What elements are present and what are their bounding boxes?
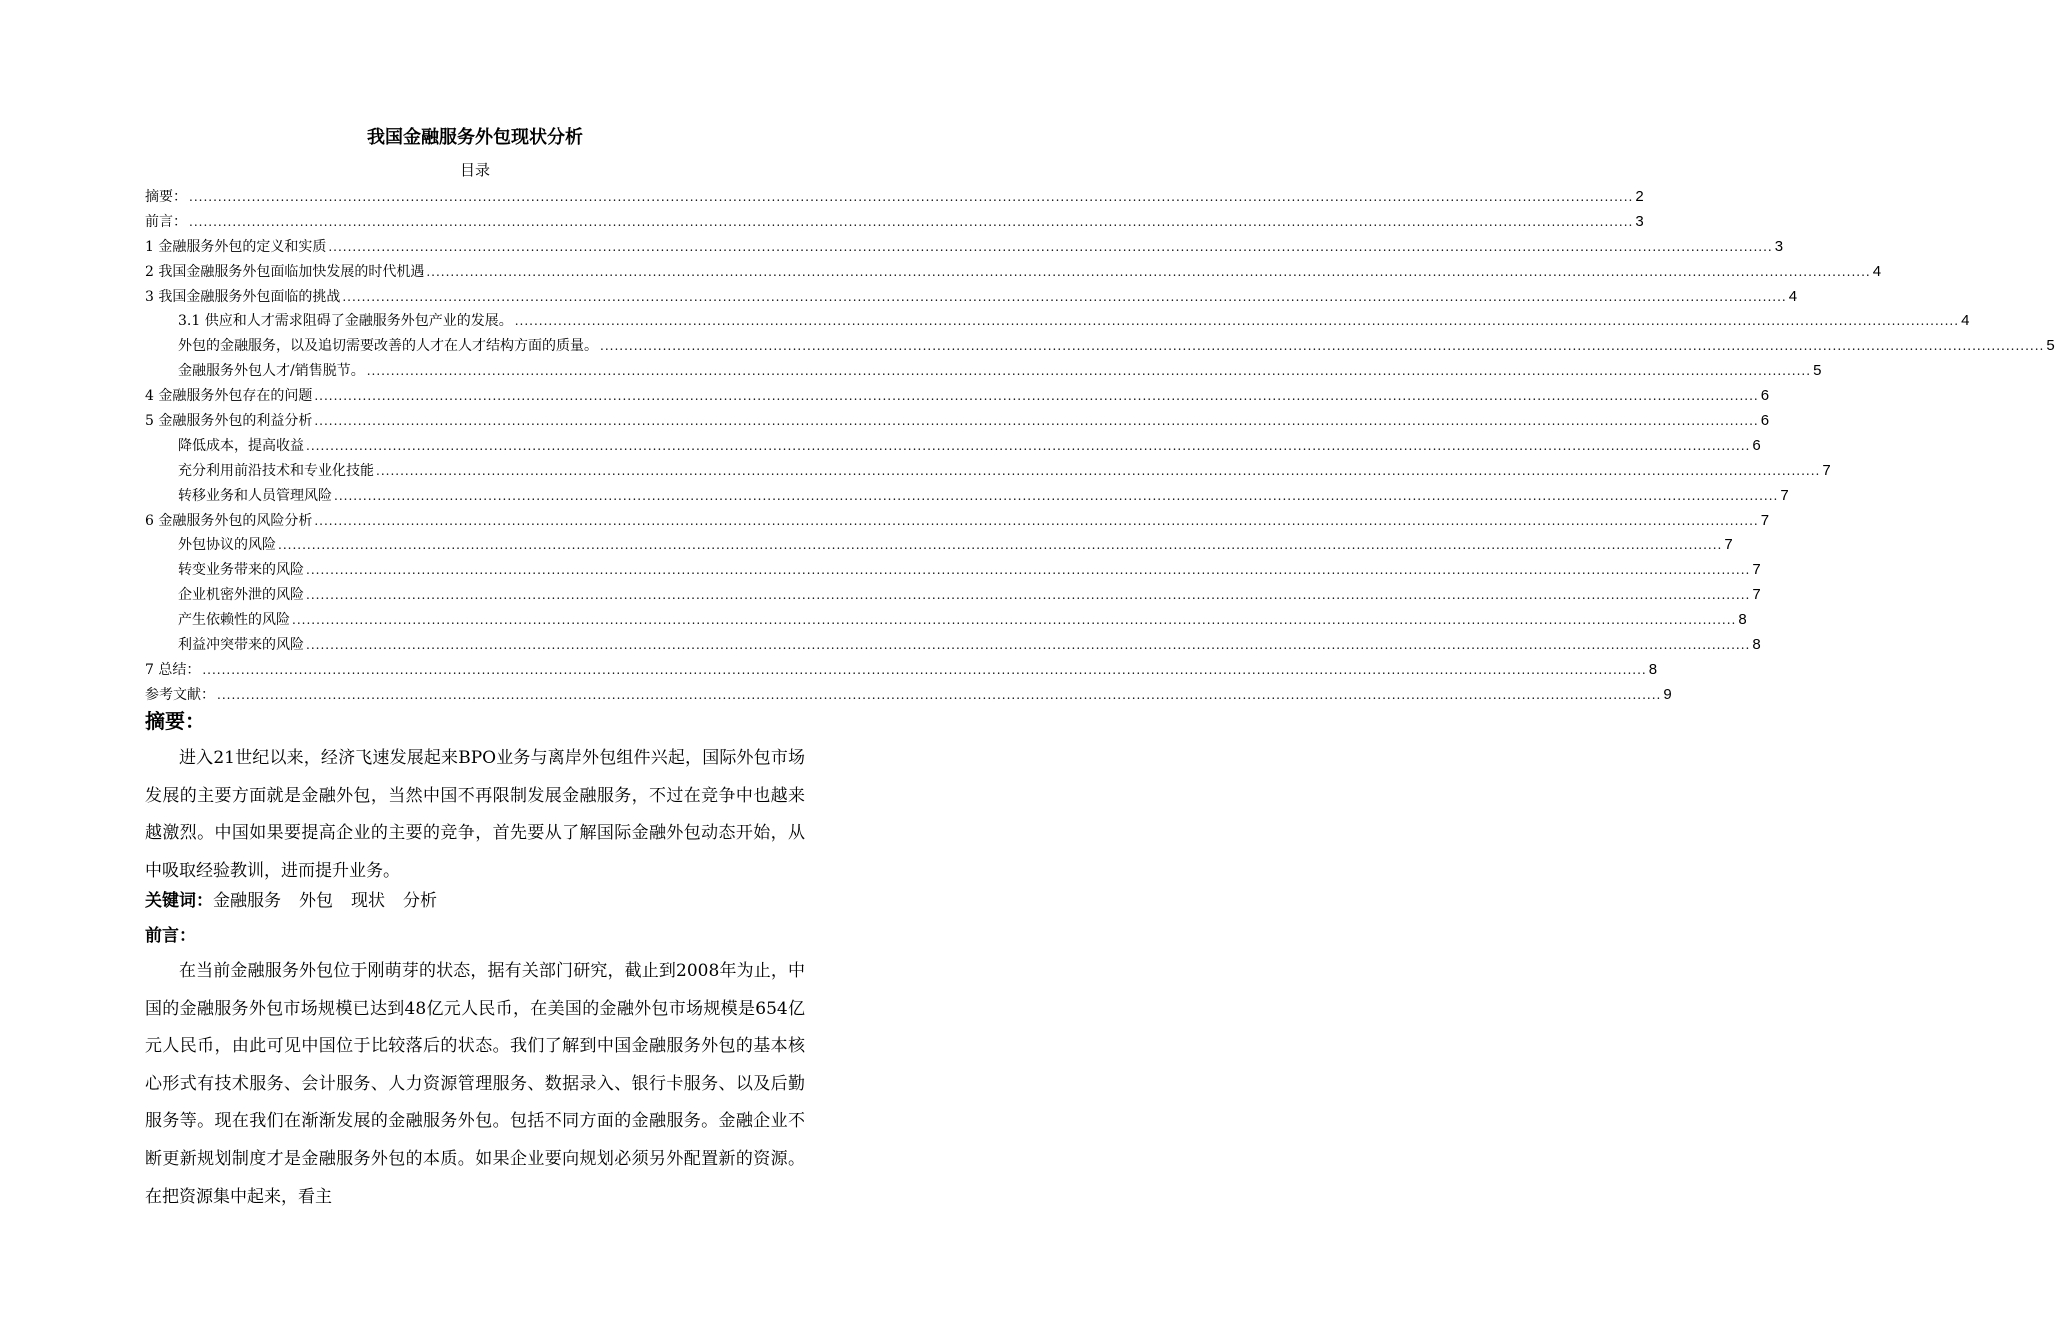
toc-dot-leader: ............................................................................................................................................................................................................................................................................................................: [314, 389, 1759, 404]
toc-entry[interactable]: [145, 235, 1784, 260]
abstract-heading: 摘要：: [145, 709, 205, 733]
keyword: 现状: [351, 891, 385, 911]
preface-text: 在当前金融服务外包位于刚萌芽的状态，据有关部门研究，截止到2008年为止，中国的金融服务外包市场规模已达到48亿元人民币，在美国的金融外包市场规模是654亿元人民币，由此可见中国位于比较落后的状态。我们了解到中国金融服务外包的基本核心形式有技术服务、会计服务、人力资源管理服务、数据录入、银行卡服务、以及后勤服务等。现在我们在渐渐发展的金融服务外包。包括不同方面的金融服务。金融企业不断更新规划制度才是金融服务外包的本质。如果企业要向规划必须另外配置新的资源。在把资源集中起来，看主: [145, 961, 805, 1207]
toc-entry-label: 3 我国金融服务外包面临的挑战: [145, 288, 341, 305]
toc-page-number: 7: [1752, 586, 1761, 604]
toc-entry-label: 产生依赖性的风险: [178, 612, 290, 629]
toc-dot-leader: ............................................................................................................................................................................................................................................................................................................: [314, 513, 1759, 528]
toc-page-number: 4: [1788, 287, 1798, 305]
toc-dot-leader: ............................................................................................................................................................................................................................................................................................................: [189, 190, 1634, 204]
toc-entry-label: 外包协议的风险: [178, 537, 276, 554]
toc-entry[interactable]: [145, 658, 1658, 683]
toc-entry[interactable]: [145, 533, 1733, 558]
abstract-text: 进入21世纪以来，经济飞速发展起来BPO业务与离岸外包组件兴起，国际外包市场发展的主要方面就是金融外包，当然中国不再限制发展金融服务，不过在竞争中也越来越激烈。中国如果要提高企业的主要的竞争，首先要从了解国际金融外包动态开始，从中吸取经验教训，进而提升业务。: [145, 748, 805, 881]
toc-entry-label: 利益冲突带来的风险: [178, 637, 304, 654]
toc-dot-leader: ............................................................................................................................................................................................................................................................................................................: [306, 563, 1751, 578]
toc-entry[interactable]: [145, 285, 1798, 310]
toc-entry[interactable]: [145, 210, 1644, 235]
toc-dot-leader: ............................................................................................................................................................................................................................................................................................................: [202, 662, 1647, 677]
toc-dot-leader: ............................................................................................................................................................................................................................................................................................................: [600, 339, 2045, 354]
toc-entry-label: 降低成本，提高收益: [178, 437, 304, 454]
toc-page-number: 7: [1780, 486, 1789, 504]
toc-entry-label: 3.1 供应和人才需求阻碍了金融服务外包产业的发展。: [178, 313, 513, 330]
toc-entry-label: 摘要：: [145, 189, 187, 205]
toc-page-number: 5: [2046, 337, 2055, 355]
toc-dot-leader: ............................................................................................................................................................................................................................................................................................................: [217, 687, 1662, 702]
toc-dot-leader: ............................................................................................................................................................................................................................................................................................................: [306, 638, 1751, 653]
toc-entry-label: 前言：: [145, 213, 187, 230]
toc-entry[interactable]: [145, 633, 1761, 658]
toc-page-number: 2: [1635, 188, 1644, 205]
toc-page-number: 4: [1961, 312, 1970, 330]
keyword: 分析: [403, 891, 437, 911]
toc-page-number: 7: [1822, 461, 1831, 479]
toc-entry[interactable]: [145, 583, 1761, 608]
toc-entry[interactable]: [145, 359, 1822, 384]
keywords-line: [145, 886, 455, 916]
toc-dot-leader: ............................................................................................................................................................................................................................................................................................................: [189, 214, 1634, 229]
toc-dot-leader: ............................................................................................................................................................................................................................................................................................................: [366, 364, 1812, 379]
toc-page-number: 9: [1663, 685, 1672, 703]
toc-entry[interactable]: [145, 185, 1644, 210]
toc-page-number: 5: [1813, 362, 1822, 380]
toc-page-number: 6: [1760, 387, 1770, 405]
toc-page-number: 6: [1752, 436, 1761, 454]
keywords-list: [213, 891, 455, 911]
toc-entry[interactable]: [145, 384, 1770, 409]
toc-entry-label: 金融服务外包人才/销售脱节。: [178, 363, 365, 380]
toc-entry-label: 7 总结：: [145, 661, 201, 678]
toc-entry-label: 2 我国金融服务外包面临加快发展的时代机遇: [145, 263, 425, 280]
toc-entry-label: 充分利用前沿技术和专业化技能: [178, 462, 374, 479]
keyword: 外包: [299, 891, 333, 911]
toc-dot-leader: ............................................................................................................................................................................................................................................................................................................: [376, 463, 1821, 478]
toc-entry[interactable]: [145, 409, 1770, 434]
toc-entry[interactable]: [145, 683, 1672, 708]
toc-page-number: 7: [1752, 561, 1761, 579]
toc-page-number: 8: [1648, 660, 1658, 678]
toc-entry[interactable]: [145, 434, 1761, 459]
preface-heading: 前言：: [145, 926, 196, 946]
toc-dot-leader: ............................................................................................................................................................................................................................................................................................................: [514, 314, 1960, 329]
toc-entry-label: 转移业务和人员管理风险: [178, 487, 332, 504]
toc-entry[interactable]: [145, 309, 1970, 334]
toc-entry[interactable]: [145, 459, 1831, 484]
toc-dot-leader: ............................................................................................................................................................................................................................................................................................................: [342, 289, 1787, 304]
toc-entry-label: 转变业务带来的风险: [178, 562, 304, 579]
toc-entry-label: 企业机密外泄的风险: [178, 587, 304, 604]
toc-page-number: 3: [1635, 212, 1644, 230]
document-title: 我国金融服务外包现状分析: [367, 127, 583, 148]
toc-dot-leader: ............................................................................................................................................................................................................................................................................................................: [334, 488, 1779, 503]
toc-dot-leader: ............................................................................................................................................................................................................................................................................................................: [426, 264, 1871, 279]
keywords-label: 关键词：: [145, 891, 213, 911]
toc-dot-leader: ............................................................................................................................................................................................................................................................................................................: [306, 588, 1751, 603]
toc-entry-label: 5 金融服务外包的利益分析: [145, 413, 313, 430]
toc-entry[interactable]: [145, 608, 1747, 633]
toc-page-number: 6: [1760, 412, 1770, 430]
toc-entry-label: 4 金融服务外包存在的问题: [145, 388, 313, 405]
toc-entry[interactable]: [145, 334, 2055, 359]
toc-page-number: 7: [1760, 511, 1770, 529]
toc-dot-leader: ............................................................................................................................................................................................................................................................................................................: [306, 438, 1751, 453]
toc-dot-leader: ............................................................................................................................................................................................................................................................................................................: [278, 538, 1723, 553]
toc-page-number: 8: [1752, 636, 1761, 654]
toc-entry[interactable]: [145, 260, 1882, 285]
toc-entry-label: 6 金融服务外包的风险分析: [145, 512, 313, 529]
toc-entry[interactable]: [145, 484, 1789, 509]
toc-entry[interactable]: [145, 558, 1761, 583]
keyword: 金融服务: [213, 891, 281, 911]
toc-entry-label: 1 金融服务外包的定义和实质: [145, 238, 327, 255]
toc-page-number: 8: [1738, 611, 1747, 629]
toc-page-number: 3: [1774, 237, 1784, 255]
toc-entry[interactable]: [145, 509, 1770, 534]
toc-entry-label: 外包的金融服务，以及追切需要改善的人才在人才结构方面的质量。: [178, 338, 598, 355]
toc-dot-leader: ............................................................................................................................................................................................................................................................................................................: [328, 239, 1773, 254]
toc-dot-leader: ............................................................................................................................................................................................................................................................................................................: [292, 613, 1737, 628]
toc-page-number: 4: [1872, 262, 1882, 280]
toc-entry-label: 参考文献：: [145, 686, 215, 703]
toc-page-number: 7: [1724, 536, 1733, 554]
toc-heading: 目录: [459, 161, 490, 179]
table-of-contents: [145, 185, 2055, 708]
toc-dot-leader: ............................................................................................................................................................................................................................................................................................................: [314, 414, 1759, 429]
